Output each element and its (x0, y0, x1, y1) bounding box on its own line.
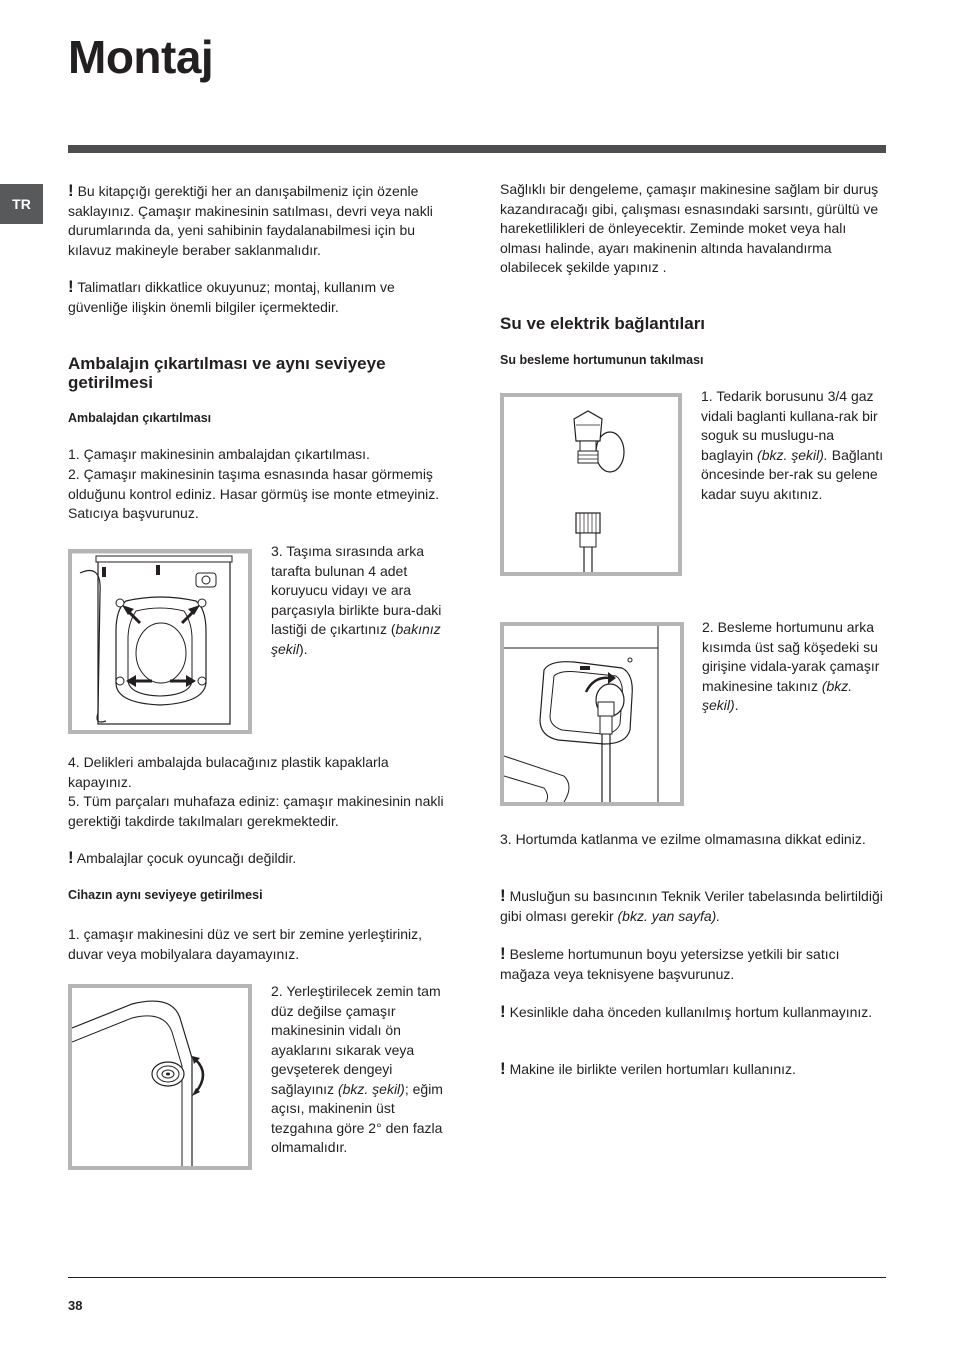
warning-icon: ! (500, 886, 506, 905)
footer-rule (68, 1277, 886, 1278)
subheading-hose-installation: Su besleme hortumunun takılması (500, 353, 704, 367)
unpack-step-1: 1. Çamaşır makinesinin ambalajdan çıkartılması. (68, 446, 370, 462)
warning-read-instructions: ! Talimatları dikkatlice okuyunuz; montaj, kullanım ve güvenliğe ilişkin önemli bilgiler içermektedir. (68, 277, 395, 315)
figure-back-panel-screws (68, 549, 252, 734)
warning-icon: ! (500, 1059, 506, 1078)
unpack-step-4: 4. Delikleri ambalajda bulacağınız plastik kapaklarla kapayınız. (68, 754, 389, 790)
unpack-step-3: 3. Taşıma sırasında arka tarafta bulunan 4 adet koruyucu vidayı ve ara parçasıyla birlikte bura-daki lastiği de çıkartınız (bakınız şekil). (271, 543, 442, 657)
warning-icon: ! (500, 1002, 506, 1021)
title-rule (68, 145, 886, 153)
unpack-step-5: 5. Tüm parçaları muhafaza ediniz: çamaşır makinesinin nakli gerektiği takdirde takılmaları gerekmektedir. (68, 793, 444, 829)
leveling-intro: Sağlıklı bir dengeleme, çamaşır makinesine sağlam bir duruş kazandıracağı gibi, çalışması esnasındaki sarsıntı, gürültü ve hareketlilikleri de önleyecektir. Zeminde moket veya halı olması halinde, ayarı makinenin altında havalandırma olabilecek şekilde yapınız . (500, 181, 879, 275)
warning-keep-manual: ! Bu kitapçığı gerektiği her an danışabilmeniz için özenle saklayınız. Çamaşır makinesinin satılması, devri veya nakli durumlarında da, yeni sahibinin faydalanabilmesi için bu kılavuz makineyle beraber saklanmalıdır. (68, 181, 433, 258)
hose-step-1: 1. Tedarik borusunu 3/4 gaz vidali baglanti kullana-rak bir soguk su muslugu-na baglayin (bkz. şekil). Bağlantı öncesinde ber-rak su gelene kadar suyu akıtınız. (701, 388, 884, 502)
page-number: 38 (68, 1298, 83, 1313)
figure-tap-connection (500, 393, 682, 576)
leveling-step-2: 2. Yerleştirilecek zemin tam düz değilse çamaşır makinesinin vidalı ön ayaklarını sıkarak veya gevşeterek dengeyi sağlayınız (bkz. şekil); eğim açısı, makinenin üst tezgahına göre 2° den fazla olmamalıdır. (271, 983, 443, 1155)
section-heading-unpacking: Ambalajın çıkartılması ve aynı seviyeye getirilmesi (68, 354, 386, 392)
warning-supplied-hoses: ! Makine ile birlikte verilen hortumları kullanınız. (500, 1059, 796, 1078)
warning-icon: ! (68, 277, 74, 296)
leveling-step-1: 1. çamaşır makinesini düz ve sert bir zemine yerleştiriniz, duvar veya mobilyalara dayamayınız. (68, 926, 423, 962)
subheading-unpacking: Ambalajdan çıkartılması (68, 411, 212, 425)
warning-used-hose: ! Kesinlikle daha önceden kullanılmış hortum kullanmayınız. (500, 1002, 873, 1021)
warning-icon: ! (68, 848, 74, 867)
figure-adjustable-foot (68, 984, 252, 1170)
unpack-step-2: 2. Çamaşır makinesinin taşıma esnasında hasar görmemiş olduğunu kontrol ediniz. Hasar görmüş ise monte etmeyiniz. Satıcıya başvurunuz. (68, 466, 440, 521)
warning-tap-pressure: ! Musluğun su basıncının Teknik Veriler tabelasında belirtildiği gibi olması gerekir (bkz. yan sayfa). (500, 886, 883, 924)
warning-packaging-not-toy: ! Ambalajlar çocuk oyuncağı değildir. (68, 848, 297, 867)
figure-hose-to-inlet (500, 622, 684, 806)
language-tab: TR (0, 184, 43, 224)
section-heading-water-electric: Su ve elektrik bağlantıları (500, 314, 706, 333)
warning-icon: ! (68, 181, 74, 200)
hose-step-2: 2. Besleme hortumunu arka kısımda üst sağ köşedeki su girişine vidala-yarak çamaşır makinesine takınız (bkz. şekil). (702, 619, 880, 713)
subheading-leveling: Cihazın aynı seviyeye getirilmesi (68, 888, 263, 902)
warning-hose-length: ! Besleme hortumunun boyu yetersizse yetkili bir satıcı mağaza veya teknisyene başvurunuz. (500, 944, 840, 982)
warning-icon: ! (500, 944, 506, 963)
page-title: Montaj (68, 31, 214, 83)
hose-step-3: 3. Hortumda katlanma ve ezilme olmamasına dikkat ediniz. (500, 831, 866, 847)
